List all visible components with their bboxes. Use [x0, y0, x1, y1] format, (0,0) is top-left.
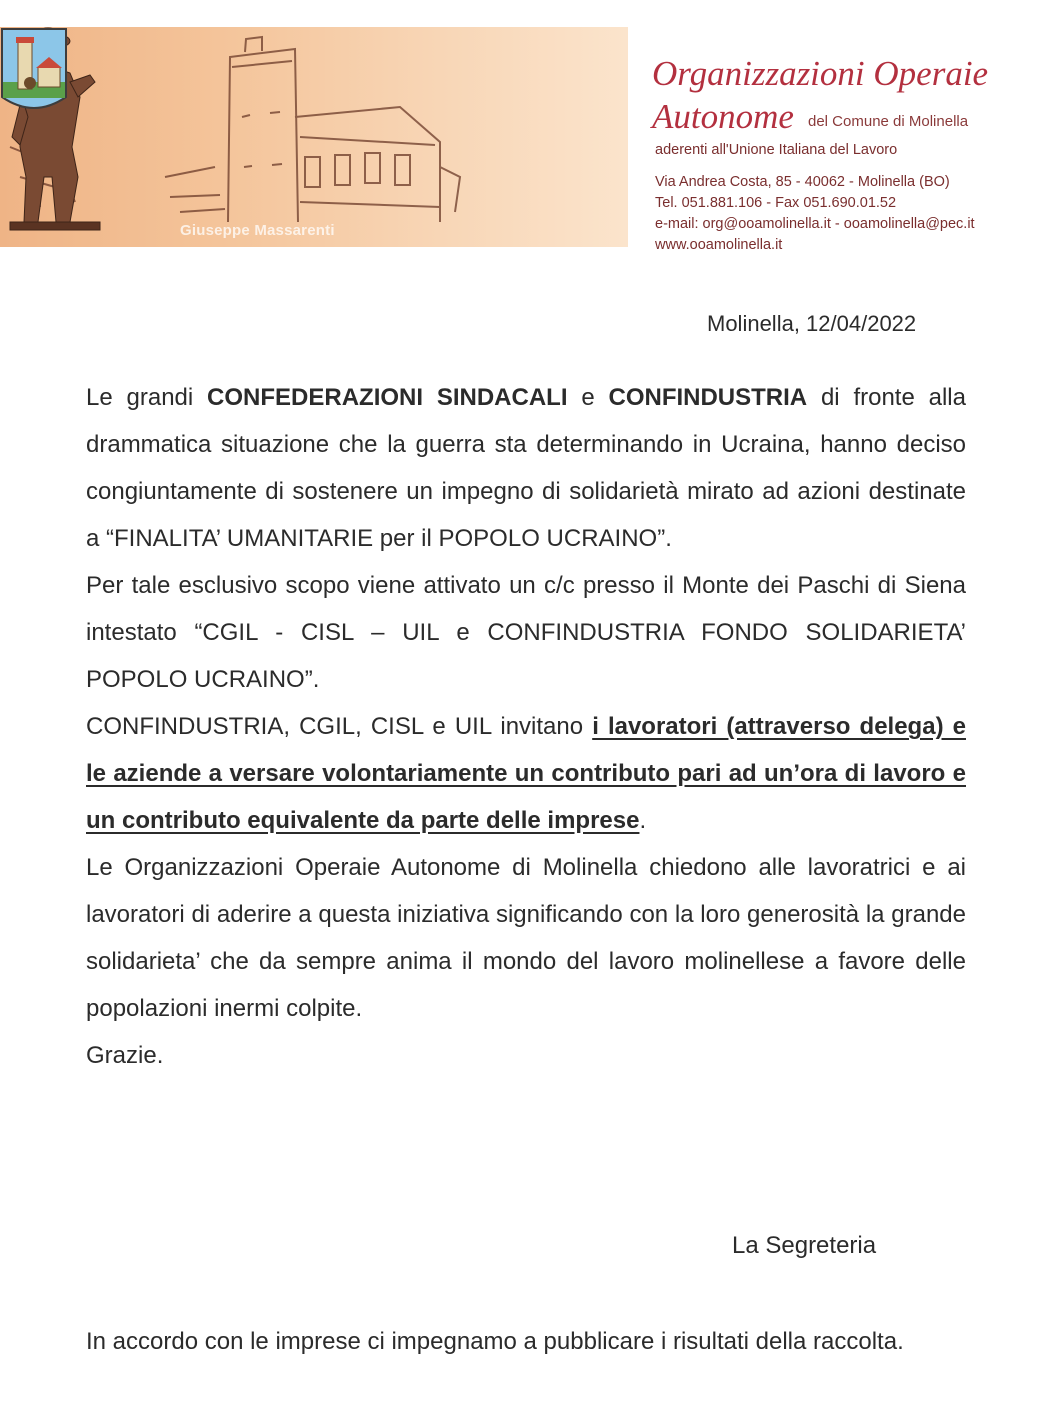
paragraph-4: Le Organizzazioni Operaie Autonome di Molinella chiedono alle lavoratrici e ai lavoratori di aderire a questa iniziativa significando con la loro generosità la grande solidarieta’ che da sempre anima il mondo del lavoro molinellese a favore delle popolazioni inermi colpite. [86, 854, 966, 1022]
letter-body [86, 374, 966, 1079]
paragraph-3: CONFINDUSTRIA, CGIL, CISL e UIL invitano i lavoratori (attraverso delega) e le aziende a versare volontariamente un contributo pari ad un’ora di lavoro e un contributo equivalente da parte delle imprese. [86, 713, 966, 834]
org-title-line2: Autonome [652, 97, 794, 136]
phone-fax-text: Tel. 051.881.106 - Fax 051.690.01.52 [655, 195, 897, 211]
bold-confindustria: CONFINDUSTRIA [608, 384, 808, 411]
address-text: Via Andrea Costa, 85 - 40062 - Molinella (BO) [655, 174, 950, 190]
footer-note: In accordo con le imprese ci impegnamo a pubblicare i risultati della raccolta. [86, 1328, 904, 1355]
statue-caption: Giuseppe Massarenti [180, 222, 335, 239]
email-text: e-mail: org@ooamolinella.it - ooamolinella@pec.it [655, 216, 975, 232]
header-banner [0, 27, 628, 247]
signature: La Segreteria [732, 1232, 877, 1259]
org-title-line1: Organizzazioni Operaie [652, 54, 989, 93]
paragraph-2: Per tale esclusivo scopo viene attivato un c/c presso il Monte dei Paschi di Siena intestato “CGIL - CISL – UIL e CONFINDUSTRIA FONDO SOLIDARIETA’ POPOLO UCRAINO”. [86, 572, 966, 693]
letter-date: Molinella, 12/04/2022 [707, 311, 917, 336]
affiliation-text: aderenti all'Unione Italiana del Lavoro [655, 142, 898, 158]
paragraph-thanks: Grazie. [86, 1042, 164, 1069]
contact-block [655, 140, 975, 256]
town-crest-icon [0, 27, 68, 115]
paragraph-1: Le grandi CONFEDERAZIONI SINDACALI e CONFINDUSTRIA di fronte alla drammatica situazione che la guerra sta determinando in Ucraina, hanno deciso congiuntamente di sostenere un impegno di solidarietà mirato ad azioni destinate a “FINALITA’ UMANITARIE per il POPOLO UCRAINO”. [86, 384, 966, 552]
underlined-appeal: i lavoratori (attraverso delega) e le aziende a versare volontariamente un contributo pari ad un’ora di lavoro e un contributo equivalente da parte delle imprese [86, 713, 966, 834]
org-subtitle: del Comune di Molinella [808, 113, 969, 130]
bold-confederazioni: CONFEDERAZIONI SINDACALI [207, 384, 568, 411]
website-text: www.ooamolinella.it [655, 237, 783, 253]
